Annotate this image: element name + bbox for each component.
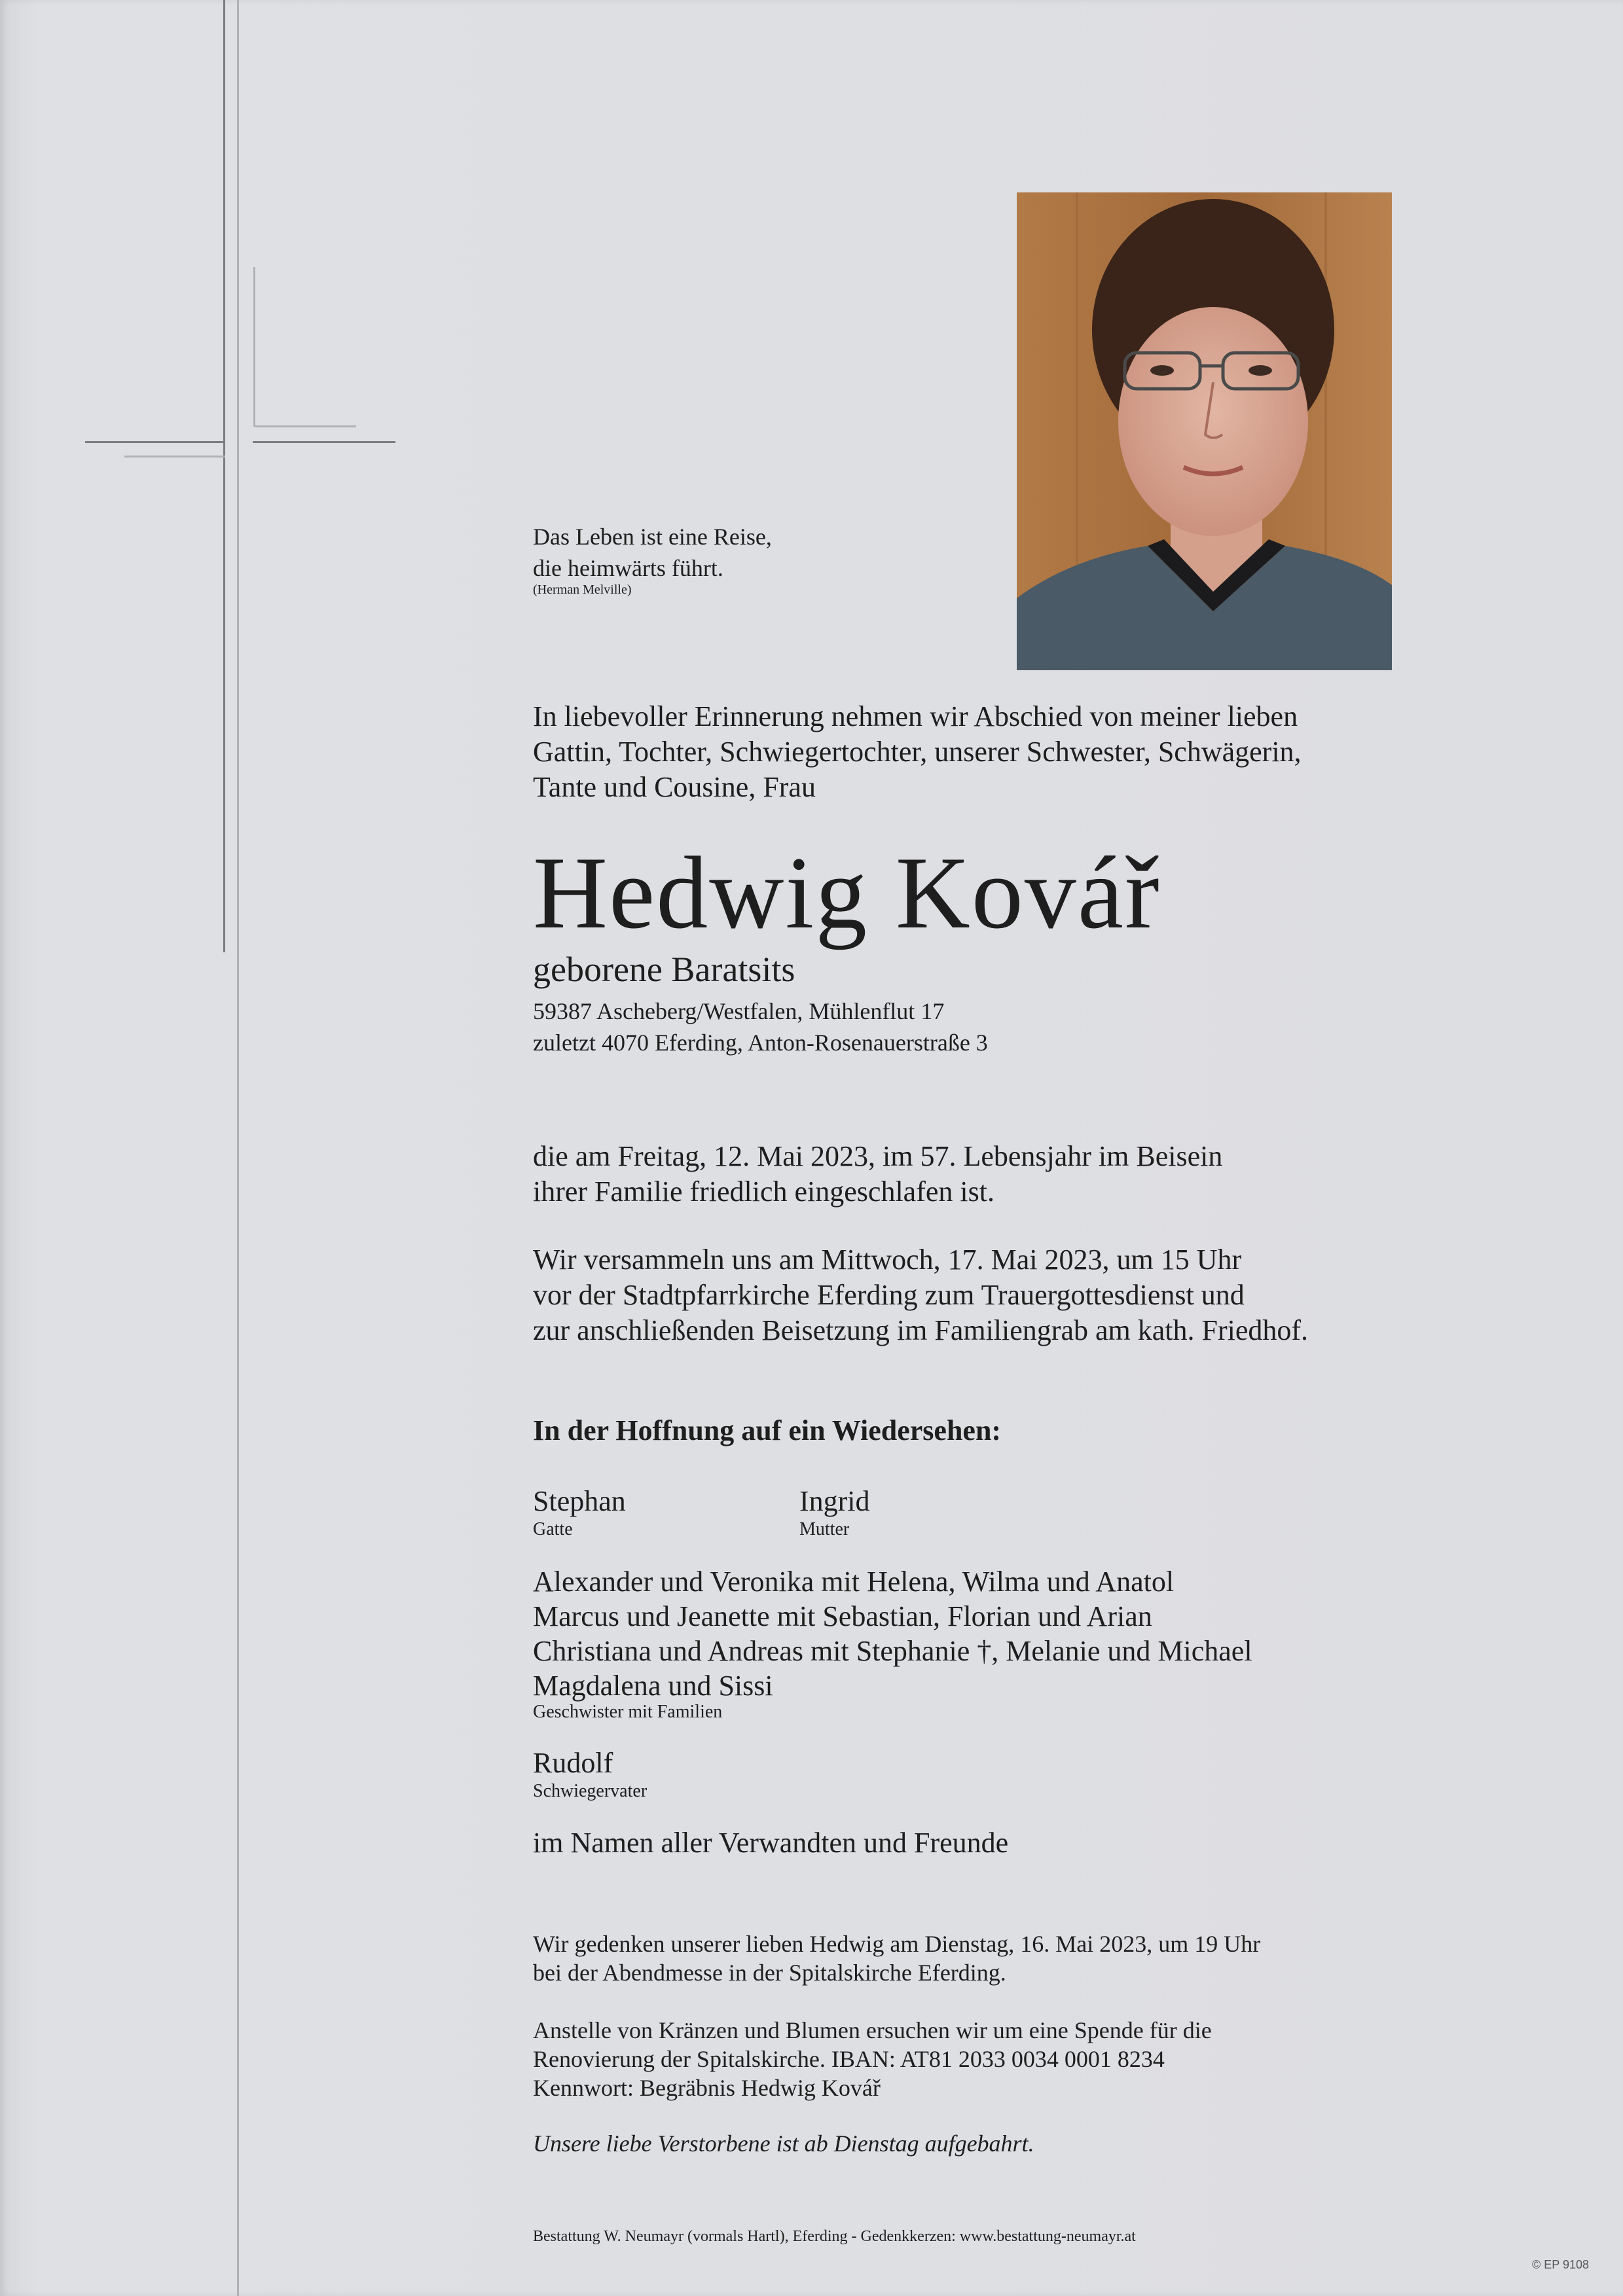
- maiden-name: geborene Baratsits: [533, 950, 795, 989]
- service-line: Wir versammeln uns am Mittwoch, 17. Mai 2023, um 15 Uhr: [533, 1244, 1242, 1276]
- memorial-note: [533, 1929, 1450, 1987]
- mourner-father-in-law: [533, 1746, 647, 1802]
- mourner-role: Mutter: [799, 1519, 850, 1539]
- mourner-name: Stephan: [533, 1485, 626, 1517]
- mourner-name: Rudolf: [533, 1747, 613, 1779]
- note-line: Anstelle von Kränzen und Blumen ersuchen wir um eine Spende für die: [533, 2017, 1212, 2043]
- mourner-role: Schwiegervater: [533, 1781, 647, 1801]
- donation-note: [533, 2016, 1450, 2102]
- service-line: vor der Stadtpfarrkirche Eferding zum Trauergottesdienst und: [533, 1279, 1245, 1311]
- intro-line: Gattin, Tochter, Schwiegertochter, unserer Schwester, Schwägerin,: [533, 736, 1302, 768]
- list-item: Magdalena und Sissi: [533, 1670, 773, 1702]
- death-paragraph: [533, 1139, 1450, 1210]
- portrait-photo: [1017, 192, 1392, 670]
- deceased-name: Hedwig Kovář: [533, 836, 1161, 950]
- list-item: Christiana und Andreas mit Stephanie †, Melanie und Michael: [533, 1635, 1252, 1667]
- address-line: 59387 Ascheberg/Westfalen, Mühlenflut 17: [533, 998, 945, 1024]
- death-line: ihrer Familie friedlich eingeschlafen ist.: [533, 1175, 994, 1208]
- document-code: © EP 9108: [1532, 2258, 1589, 2271]
- intro-text: [533, 699, 1423, 805]
- note-line: Kennwort: Begräbnis Hedwig Kovář: [533, 2075, 881, 2101]
- note-line: bei der Abendmesse in der Spitalskirche Eferding.: [533, 1960, 1006, 1986]
- motto-line: Das Leben ist eine Reise,: [533, 524, 772, 550]
- note-line: Renovierung der Spitalskirche. IBAN: AT81 2033 0034 0001 8234: [533, 2046, 1165, 2072]
- mourner-mutter: [799, 1484, 870, 1540]
- motto-line: die heimwärts führt.: [533, 555, 723, 581]
- mourner-gatte: [533, 1484, 626, 1540]
- footer-text: Bestattung W. Neumayr (vormals Hartl), Eferding - Gedenkkerzen: www.bestattung-neumayr.at: [533, 2228, 1136, 2245]
- siblings-list: [533, 1564, 1450, 1703]
- mourners-heading: In der Hoffnung auf ein Wiedersehen:: [533, 1414, 1002, 1446]
- note-line: Wir gedenken unserer lieben Hedwig am Dienstag, 16. Mai 2023, um 19 Uhr: [533, 1931, 1261, 1957]
- intro-line: Tante und Cousine, Frau: [533, 771, 816, 803]
- motto: [533, 521, 772, 584]
- list-item: Marcus und Jeanette mit Sebastian, Florian und Arian: [533, 1600, 1152, 1632]
- mourner-role: Gatte: [533, 1519, 573, 1539]
- closing-line: im Namen aller Verwandten und Freunde: [533, 1827, 1009, 1859]
- address-line: zuletzt 4070 Eferding, Anton-Rosenauerstraße 3: [533, 1030, 988, 1056]
- motto-author: (Herman Melville): [533, 583, 632, 597]
- list-item: Alexander und Veronika mit Helena, Wilma und Anatol: [533, 1566, 1175, 1598]
- service-paragraph: [533, 1242, 1450, 1348]
- service-line: zur anschließenden Beisetzung im Familiengrab am kath. Friedhof.: [533, 1314, 1309, 1346]
- intro-line: In liebevoller Erinnerung nehmen wir Abschied von meiner lieben: [533, 700, 1298, 732]
- laid-out-note: Unsere liebe Verstorbene ist ab Dienstag aufgebahrt.: [533, 2130, 1034, 2157]
- siblings-role: Geschwister mit Familien: [533, 1702, 723, 1722]
- death-line: die am Freitag, 12. Mai 2023, im 57. Lebensjahr im Beisein: [533, 1140, 1223, 1172]
- mourner-name: Ingrid: [799, 1485, 870, 1517]
